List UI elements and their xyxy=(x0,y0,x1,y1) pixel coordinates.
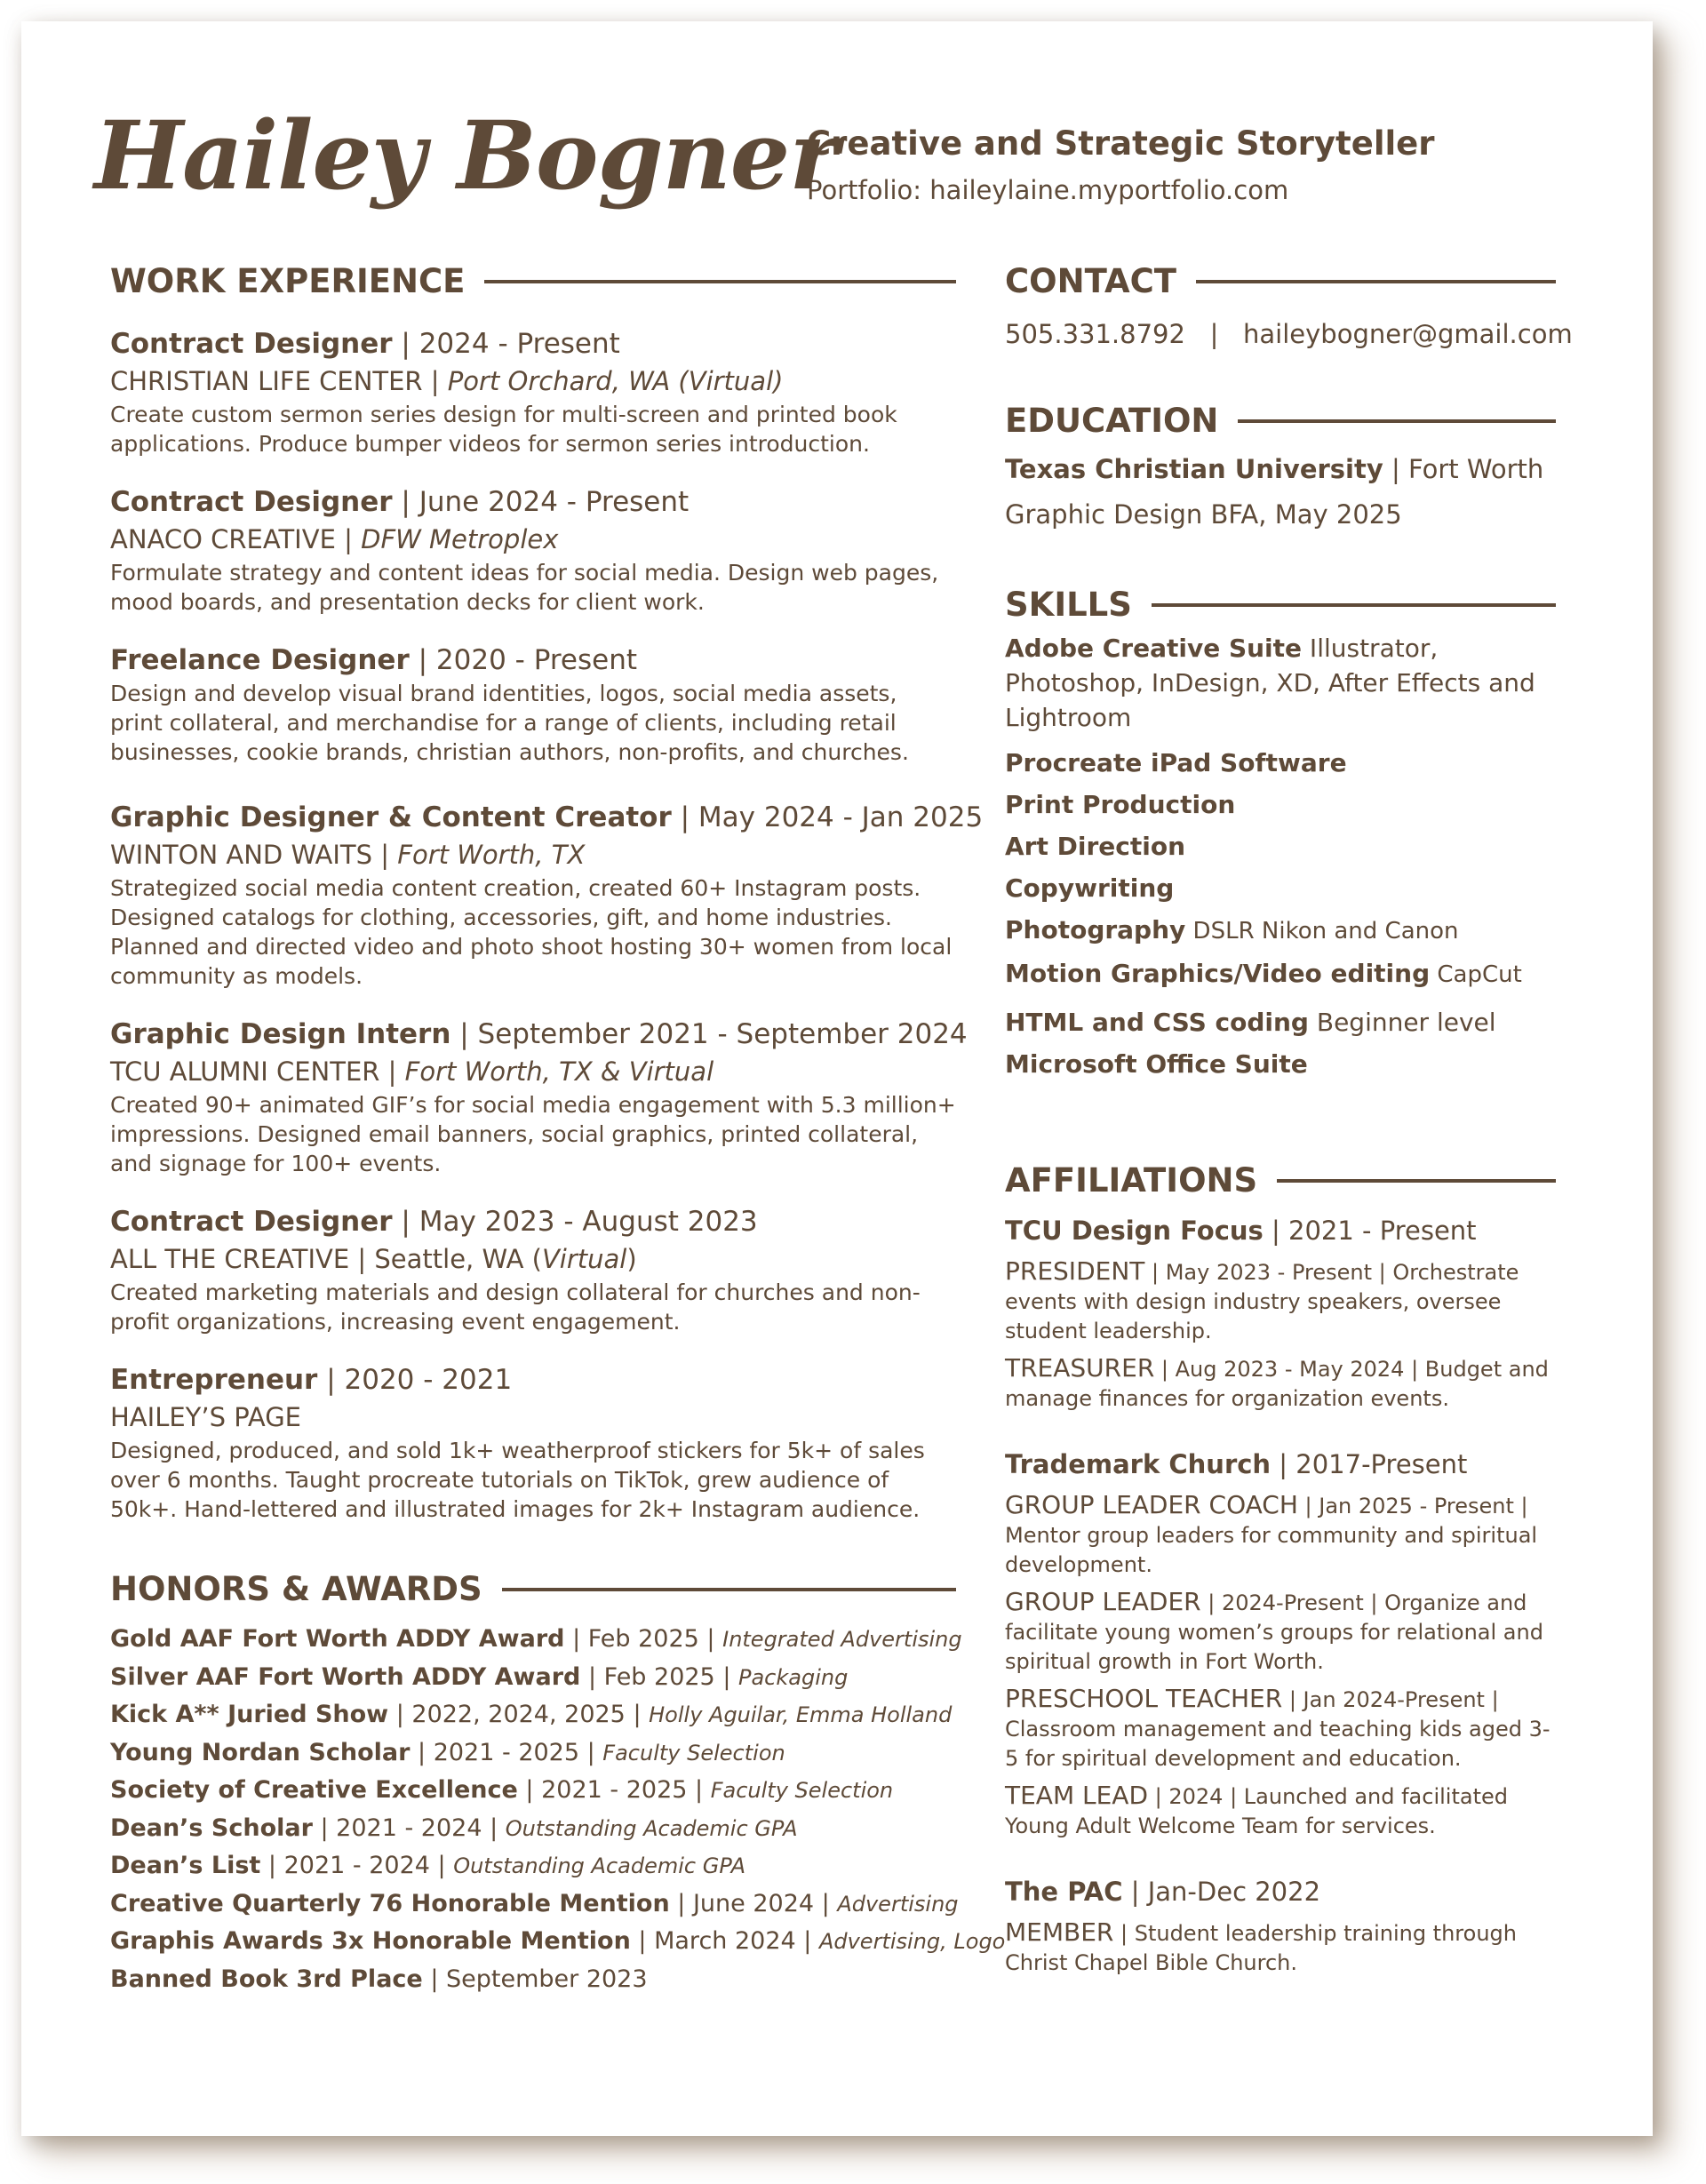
award-name: Dean’s List xyxy=(110,1852,261,1879)
job-title: Graphic Designer & Content Creator xyxy=(110,801,672,833)
job-org-line xyxy=(110,521,956,558)
skill-item xyxy=(1005,825,1556,867)
role-title: GROUP LEADER xyxy=(1005,1587,1201,1616)
skill-name: Motion Graphics/Video editing xyxy=(1005,959,1431,988)
skill-name: Microsoft Office Suite xyxy=(1005,1049,1308,1079)
job-title: Graphic Design Intern xyxy=(110,1018,451,1050)
award-name: Banned Book 3rd Place xyxy=(110,1965,423,1993)
skill-name: Photography xyxy=(1005,915,1186,945)
section-rule xyxy=(1196,280,1556,283)
job-title: Entrepreneur xyxy=(110,1364,318,1396)
affiliation-org-line xyxy=(1005,1446,1556,1483)
skills-header xyxy=(1005,586,1556,624)
section-title: SKILLS xyxy=(1005,586,1132,624)
job-org: TCU ALUMNI CENTER | xyxy=(110,1056,405,1087)
job-title-line xyxy=(110,483,956,521)
award-category: Packaging xyxy=(738,1664,849,1690)
job-org-line xyxy=(110,1240,956,1278)
job-description: Designed, produced, and sold 1k+ weatherproof stickers for 5k+ of sales over 6 months. Taught procreate tutorials on TikTok, grew audience of 50k+. Hand-lettered and illustrated images for 2k+ Instagram audience. xyxy=(110,1438,925,1522)
skill-name: Adobe Creative Suite xyxy=(1005,634,1303,663)
affiliation-dates: | 2017-Present xyxy=(1271,1449,1468,1479)
skill-detail: Beginner level xyxy=(1308,1008,1496,1037)
skill-item xyxy=(1005,953,1556,996)
job-title-line xyxy=(110,1361,956,1399)
left-column xyxy=(110,262,1006,1998)
job-org: WINTON AND WAITS | xyxy=(110,840,398,870)
role-title: MEMBER xyxy=(1005,1917,1114,1947)
job-org-line xyxy=(110,363,956,400)
skill-name: Procreate iPad Software xyxy=(1005,748,1347,777)
affiliation-group xyxy=(1005,1446,1556,1841)
skill-item xyxy=(1005,784,1556,825)
role-text: | Aug 2023 - May 2024 | Budget and manage finances for organization events. xyxy=(1005,1357,1549,1411)
affiliation-role xyxy=(1005,1684,1556,1774)
role-text: | May 2023 - Present | Orchestrate events with design industry speakers, oversee student leadership. xyxy=(1005,1260,1519,1343)
skill-item xyxy=(1005,1001,1556,1043)
affiliations-header xyxy=(1005,1161,1556,1200)
job-title-line xyxy=(110,1203,956,1240)
award-item xyxy=(110,1621,962,1659)
award-item xyxy=(110,1847,956,1885)
job-dates: | 2024 - Present xyxy=(392,328,620,360)
award-item xyxy=(110,1961,956,1999)
tagline: Creative and Strategic Storyteller xyxy=(807,124,1435,163)
role-text: | Jan 2025 - Present | Mentor group leaders for community and spiritual development. xyxy=(1005,1494,1538,1577)
job-org: ANACO CREATIVE | xyxy=(110,524,362,554)
honors-awards-header xyxy=(110,1570,956,1608)
award-date: | 2021 - 2024 | xyxy=(312,1813,506,1842)
award-category: Outstanding Academic GPA xyxy=(505,1815,798,1841)
job-dates: | June 2024 - Present xyxy=(392,486,690,518)
affiliation-org: TCU Design Focus xyxy=(1005,1216,1264,1246)
job-title-line xyxy=(110,799,984,836)
section-title: WORK EXPERIENCE xyxy=(110,262,466,300)
education-school-line xyxy=(1005,447,1556,492)
affiliation-org-line xyxy=(1005,1212,1556,1249)
award-date: | 2021 - 2024 | xyxy=(260,1852,454,1879)
name-heading: Hailey Bogner xyxy=(94,100,839,211)
role-title: GROUP LEADER COACH xyxy=(1005,1490,1298,1519)
role-title: TREASURER xyxy=(1005,1353,1155,1383)
affiliation-role xyxy=(1005,1917,1556,1978)
affiliation-role xyxy=(1005,1256,1556,1346)
award-date: | Feb 2025 | xyxy=(564,1625,723,1653)
job-description: Created 90+ animated GIF’s for social media engagement with 5.3 million+ impressions. Designed email banners, social graphics, printed collateral, and signage for 100+ events. xyxy=(110,1092,956,1176)
skill-item xyxy=(1005,742,1556,784)
portfolio-link[interactable]: Portfolio: haileylaine.myportfolio.com xyxy=(807,175,1289,205)
role-text: | Jan 2024-Present | Classroom management and teaching kids aged 3-5 for spiritual development and education. xyxy=(1005,1687,1551,1771)
job-description: Strategized social media content creation, created 60+ Instagram posts. Designed catalogs for clothing, accessories, gift, and home industries. Planned and directed video and photo shoot hosting 30+ women from local community as models. xyxy=(110,875,953,989)
job-org: HAILEY’S PAGE xyxy=(110,1402,301,1432)
award-name: Creative Quarterly 76 Honorable Mention xyxy=(110,1889,670,1917)
affiliation-org-line xyxy=(1005,1873,1556,1910)
job-location: Port Orchard, WA (Virtual) xyxy=(447,366,784,396)
skill-name: HTML and CSS coding xyxy=(1005,1008,1309,1037)
section-rule xyxy=(1277,1179,1556,1183)
skill-item xyxy=(1005,909,1556,953)
section-rule xyxy=(484,280,956,283)
award-category: Faculty Selection xyxy=(710,1778,894,1803)
section-title: EDUCATION xyxy=(1005,402,1219,440)
section-rule xyxy=(1152,603,1556,607)
job-org-line xyxy=(110,1053,956,1090)
job-title: Freelance Designer xyxy=(110,644,410,676)
job-entry xyxy=(110,1203,956,1336)
award-category: Advertising, Logo xyxy=(818,1929,1006,1954)
job-location: Virtual xyxy=(541,1244,627,1274)
school-name: Texas Christian University xyxy=(1005,454,1383,484)
job-entry xyxy=(110,799,984,991)
award-name: Gold AAF Fort Worth ADDY Award xyxy=(110,1625,565,1653)
education-degree: Graphic Design BFA, May 2025 xyxy=(1005,499,1402,530)
award-item xyxy=(110,1810,956,1848)
award-item xyxy=(110,1659,956,1697)
job-title-line xyxy=(110,642,956,679)
job-title: Contract Designer xyxy=(110,486,393,518)
role-title: PRESIDENT xyxy=(1005,1256,1145,1286)
award-name: Society of Creative Excellence xyxy=(110,1776,518,1804)
affiliation-group xyxy=(1005,1873,1556,1978)
job-title: Contract Designer xyxy=(110,328,393,360)
skill-item xyxy=(1005,1043,1556,1085)
job-dates: | May 2024 - Jan 2025 xyxy=(671,801,984,833)
affiliation-org: The PAC xyxy=(1005,1877,1123,1907)
award-name: Silver AAF Fort Worth ADDY Award xyxy=(110,1662,581,1691)
section-rule xyxy=(502,1588,956,1591)
award-item xyxy=(110,1772,956,1810)
role-text: | 2024 | Launched and facilitated Young Adult Welcome Team for services. xyxy=(1005,1784,1508,1838)
skill-name: Copywriting xyxy=(1005,873,1175,903)
award-name: Dean’s Scholar xyxy=(110,1813,313,1842)
award-category: Advertising xyxy=(837,1891,959,1917)
award-name: Young Nordan Scholar xyxy=(110,1738,411,1766)
job-org-line xyxy=(110,1399,956,1436)
section-title: CONTACT xyxy=(1005,262,1176,300)
award-name: Graphis Awards 3x Honorable Mention xyxy=(110,1927,631,1955)
job-entry xyxy=(110,325,956,458)
job-entry xyxy=(110,1016,968,1178)
award-category: Holly Aguilar, Emma Holland xyxy=(649,1702,953,1727)
award-date: | March 2024 | xyxy=(630,1927,819,1955)
affiliation-dates: | Jan-Dec 2022 xyxy=(1122,1877,1321,1907)
job-entry xyxy=(110,642,956,767)
role-text: | Student leadership training through Christ Chapel Bible Church. xyxy=(1005,1921,1517,1975)
role-title: TEAM LEAD xyxy=(1005,1781,1149,1810)
job-description: Created marketing materials and design collateral for churches and non-profit organizations, increasing event engagement. xyxy=(110,1279,921,1335)
job-description: Design and develop visual brand identities, logos, social media assets, print collateral, and merchandise for a range of clients, including retail businesses, cookie brands, christian authors, non-profits, and churches. xyxy=(110,681,909,765)
job-location: DFW Metroplex xyxy=(361,524,559,554)
contact-header xyxy=(1005,262,1556,300)
education-header xyxy=(1005,402,1556,440)
job-title: Contract Designer xyxy=(110,1206,393,1238)
contact-info[interactable]: 505.331.8792 | haileybogner@gmail.com xyxy=(1005,319,1573,349)
award-item xyxy=(110,1923,1006,1961)
skill-name: Art Direction xyxy=(1005,832,1185,861)
affiliation-dates: | 2021 - Present xyxy=(1263,1216,1477,1246)
affiliation-role xyxy=(1005,1490,1556,1580)
job-org: ALL THE CREATIVE | Seattle, WA ( xyxy=(110,1244,542,1274)
affiliation-role xyxy=(1005,1353,1556,1414)
job-entry xyxy=(110,1361,956,1524)
job-dates: | May 2023 - August 2023 xyxy=(392,1206,758,1238)
award-category: Faculty Selection xyxy=(602,1740,785,1766)
job-title-line xyxy=(110,1016,968,1053)
skill-item xyxy=(1005,631,1556,735)
award-date: | September 2023 xyxy=(422,1965,648,1993)
role-text: | 2024-Present | Organize and facilitate young women’s groups for relational and spiritual growth in Fort Worth. xyxy=(1005,1590,1543,1674)
skill-name: Print Production xyxy=(1005,790,1236,819)
school-city: | Fort Worth xyxy=(1383,454,1544,484)
award-date: | 2021 - 2025 | xyxy=(517,1776,711,1804)
award-category: Outstanding Academic GPA xyxy=(453,1853,746,1878)
award-item xyxy=(110,1885,959,1924)
job-description: Formulate strategy and content ideas for social media. Design web pages, mood boards, and presentation decks for client work. xyxy=(110,560,939,615)
skill-detail: CapCut xyxy=(1430,961,1522,988)
award-date: | June 2024 | xyxy=(669,1889,838,1917)
award-date: | Feb 2025 | xyxy=(580,1662,738,1691)
job-entry xyxy=(110,483,956,617)
job-dates: | September 2021 - September 2024 xyxy=(450,1018,968,1050)
affiliation-group xyxy=(1005,1212,1556,1414)
work-experience-header xyxy=(110,262,956,300)
affiliation-role xyxy=(1005,1587,1556,1677)
job-description: Create custom sermon series design for multi-screen and printed book applications. Produce bumper videos for sermon series introduction. xyxy=(110,402,897,457)
section-title: AFFILIATIONS xyxy=(1005,1161,1258,1200)
section-rule xyxy=(1238,419,1556,423)
job-dates: | 2020 - 2021 xyxy=(317,1364,513,1396)
right-column xyxy=(1005,262,1573,1978)
skill-item xyxy=(1005,867,1556,909)
section-title: HONORS & AWARDS xyxy=(110,1570,482,1608)
award-item xyxy=(110,1734,956,1773)
job-title-line xyxy=(110,325,956,363)
job-dates: | 2020 - Present xyxy=(409,644,637,676)
job-location: Fort Worth, TX xyxy=(397,840,586,870)
skill-detail: DSLR Nikon and Canon xyxy=(1185,918,1459,945)
job-org-end: ) xyxy=(626,1244,637,1274)
job-org-line xyxy=(110,836,956,873)
award-category: Integrated Advertising xyxy=(722,1627,962,1652)
award-item xyxy=(110,1696,956,1734)
award-date: | 2021 - 2025 | xyxy=(410,1738,603,1766)
skill-detail: Illustrator, Photoshop, InDesign, XD, After Effects and Lightroom xyxy=(1005,634,1535,732)
job-location: Fort Worth, TX & Virtual xyxy=(404,1056,714,1087)
award-name: Kick A** Juried Show xyxy=(110,1701,389,1728)
role-title: PRESCHOOL TEACHER xyxy=(1005,1684,1283,1713)
affiliation-org: Trademark Church xyxy=(1005,1449,1272,1479)
job-org: CHRISTIAN LIFE CENTER | xyxy=(110,366,448,396)
award-date: | 2022, 2024, 2025 | xyxy=(388,1701,650,1728)
affiliation-role xyxy=(1005,1781,1556,1841)
